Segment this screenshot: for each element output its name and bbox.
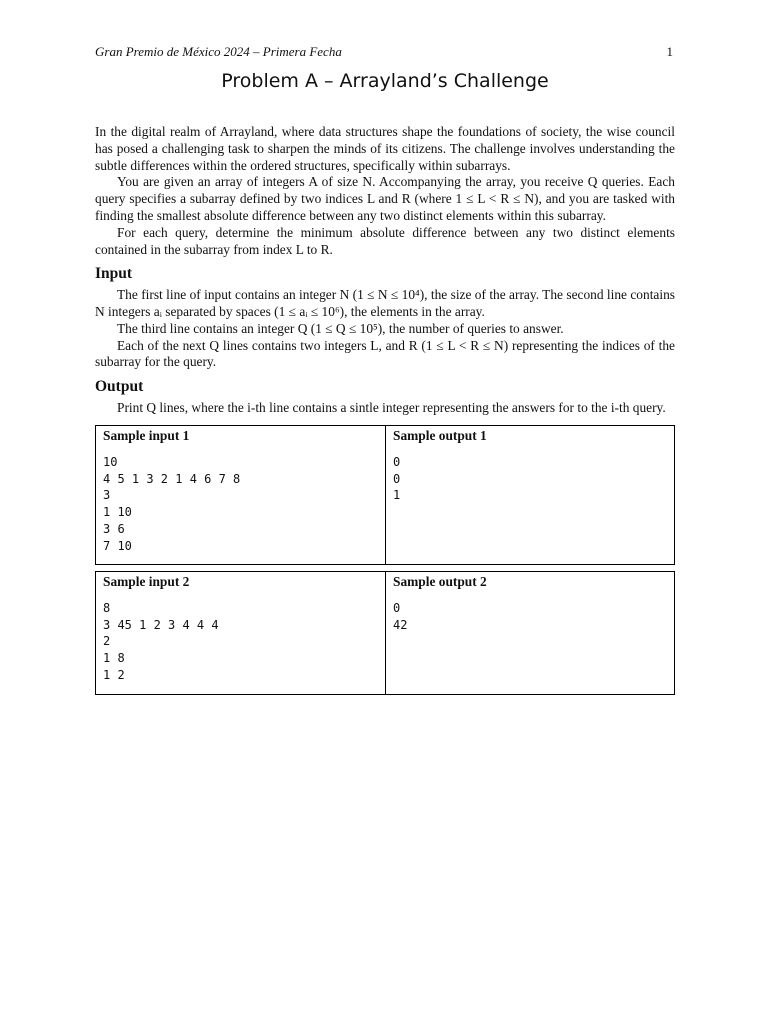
sample-box-2 xyxy=(95,571,675,695)
sample-line: 8 xyxy=(103,600,111,615)
sample-line: 1 10 xyxy=(103,505,132,520)
sample-line: 3 45 1 2 3 4 4 4 xyxy=(103,617,219,632)
problem-title: Problem A – Arrayland’s Challenge xyxy=(221,70,549,92)
input-paragraph-1: The first line of input contains an integer N (1 ≤ N ≤ 10⁴), the size of the array. The second line contains N integers aᵢ separated by spaces (1 ≤ aᵢ ≤ 10⁶), the elements in the array. xyxy=(95,287,675,319)
output-paragraph-1: Print Q lines, where the i-th line contains a sintle integer representing the answers for to the i-th query. xyxy=(117,399,666,415)
input-heading: Input xyxy=(95,265,133,283)
sample-line: 7 10 xyxy=(103,538,132,553)
sample-line: 0 xyxy=(393,471,401,486)
sample-box-1 xyxy=(95,425,675,565)
sample-input-label: Sample input 1 xyxy=(103,427,190,443)
output-heading: Output xyxy=(95,378,144,396)
sample-line: 1 2 xyxy=(103,667,125,682)
sample-line: 0 xyxy=(393,600,401,615)
sample-output-label: Sample output 1 xyxy=(393,427,487,443)
sample-line: 1 8 xyxy=(103,651,125,666)
sample-input-2 xyxy=(96,572,385,694)
sample-output-2 xyxy=(385,572,674,694)
input-paragraph-2: The third line contains an integer Q (1 ≤ Q ≤ 10⁵), the number of queries to answer. xyxy=(117,320,564,336)
sample-line: 2 xyxy=(103,634,111,649)
sample-line: 3 xyxy=(103,488,111,503)
sample-line: 4 5 1 3 2 1 4 6 7 8 xyxy=(103,471,241,486)
sample-line: 3 6 xyxy=(103,521,125,536)
intro-paragraph-3: For each query, determine the minimum absolute difference between any two distinct elements contained in the subarray from index L to R. xyxy=(95,224,675,257)
input-paragraph-3: Each of the next Q lines contains two integers L, and R (1 ≤ L < R ≤ N) representing the indices of the subarray for the query. xyxy=(95,337,675,370)
page-header xyxy=(95,44,675,62)
problem-body xyxy=(95,124,675,695)
sample-line: 42 xyxy=(393,617,408,632)
sample-line: 10 xyxy=(103,454,118,469)
contest-name: Gran Premio de México 2024 – Primera Fecha xyxy=(95,44,342,59)
page-number: 1 xyxy=(666,44,673,59)
intro-paragraph-2: You are given an array of integers A of size N. Accompanying the array, you receive Q queries. Each query specifies a subarray defined by two indices L and R (where 1 ≤ L < R ≤ N), and you are tasked with finding the smallest absolute difference between any two distinct elements within this subarray. xyxy=(95,174,675,223)
intro-paragraph-1: In the digital realm of Arrayland, where data structures shape the foundations of society, the wise council has posed a challenging task to sharpen the minds of its citizens. The challenge involves understanding the subtle differences within the ordered structures, specifically within subarrays. xyxy=(95,124,675,173)
sample-line: 1 xyxy=(393,488,401,503)
sample-input-1 xyxy=(96,426,385,564)
sample-line: 0 xyxy=(393,454,401,469)
sample-output-label: Sample output 2 xyxy=(393,573,487,589)
sample-output-1 xyxy=(385,426,674,564)
sample-input-label: Sample input 2 xyxy=(103,573,190,589)
